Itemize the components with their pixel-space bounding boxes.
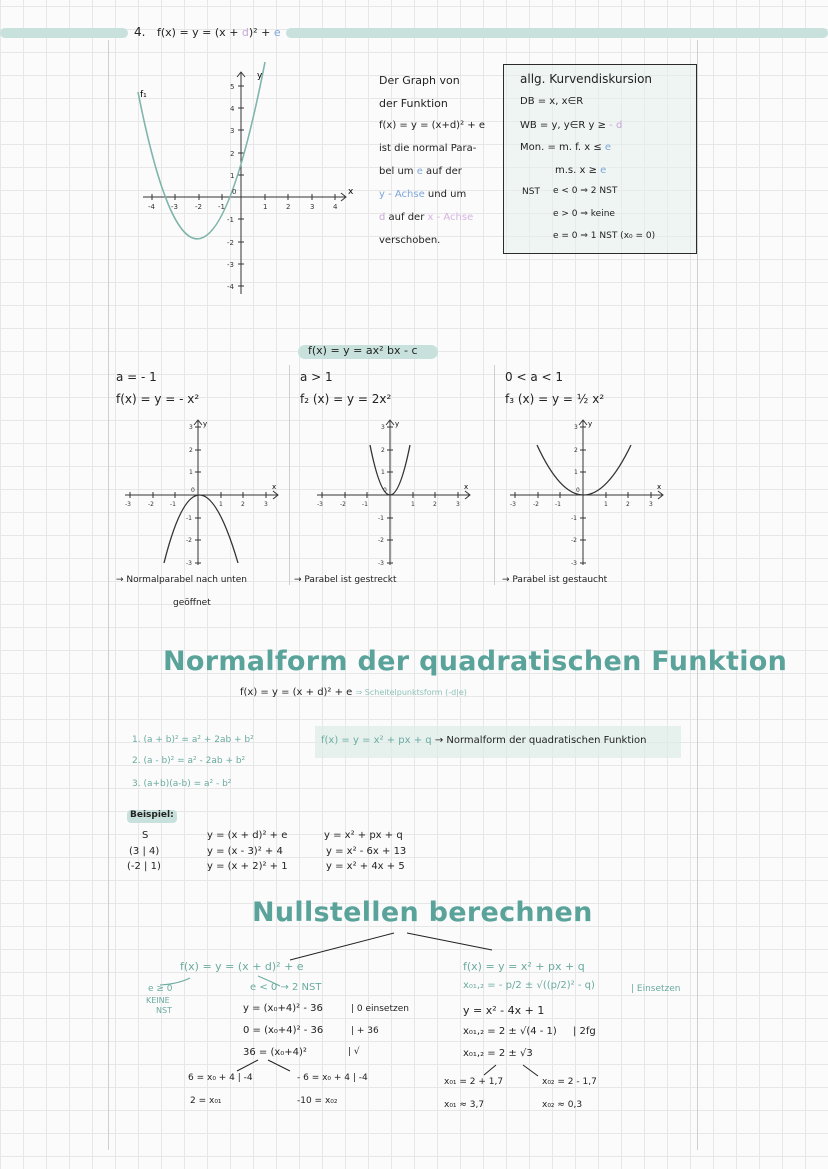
svg-text:0: 0 <box>383 487 387 494</box>
y-tick: -4 <box>227 283 234 291</box>
normalform-title: Normalform der quadratischen Funktion <box>163 646 788 677</box>
svg-text:y: y <box>588 420 593 428</box>
svg-text:-1: -1 <box>378 515 384 522</box>
svg-text:0: 0 <box>191 487 195 494</box>
left-step-5b: -10 = x₀₂ <box>297 1096 338 1106</box>
svg-text:3: 3 <box>456 501 460 508</box>
header-formula: f(x) = y = (x + d)² + e <box>157 26 281 39</box>
x-tick: 4 <box>333 203 338 211</box>
col3-note: → Parabel ist gestaucht <box>502 575 608 585</box>
example-cell: y = x² + px + q <box>324 830 403 841</box>
svg-text:-3: -3 <box>378 560 384 567</box>
svg-text:y: y <box>203 420 208 428</box>
svg-text:-2: -2 <box>571 537 577 544</box>
left-step-2-note: | + 36 <box>351 1026 379 1036</box>
svg-text:1: 1 <box>411 501 415 508</box>
col1-function: f(x) = y = - x² <box>116 392 200 406</box>
kd-nst-2: e > 0 ⇒ keine <box>553 209 615 219</box>
col2-function: f₂ (x) = y = 2x² <box>300 392 392 406</box>
svg-text:-1: -1 <box>555 501 561 508</box>
svg-text:x: x <box>464 483 469 491</box>
normalform-formula: f(x) = y = x² + px + q → Normalform der quadratischen Funktion <box>321 735 647 746</box>
kd-ms: m.s. x ≥ e <box>555 165 607 176</box>
svg-text:-1: -1 <box>170 501 176 508</box>
y-tick: 1 <box>230 172 235 180</box>
svg-text:-2: -2 <box>148 501 154 508</box>
col1-note-2: geöffnet <box>173 598 211 608</box>
left-step-5a: 2 = x₀₁ <box>190 1096 222 1106</box>
binom-3: 3. (a+b)(a-b) = a² - b² <box>132 779 232 789</box>
kd-title: allg. Kurvendiskursion <box>520 72 653 86</box>
desc-line-3: f(x) = y = (x+d)² + e <box>379 120 485 131</box>
svg-text:2: 2 <box>189 447 193 454</box>
y-axis-label: y <box>257 71 263 81</box>
left-step-2: 0 = (x₀+4)² - 36 <box>243 1025 324 1036</box>
col1-condition: a = - 1 <box>116 370 157 384</box>
left-head: f(x) = y = (x + d)² + e <box>180 960 304 973</box>
svg-text:-3: -3 <box>510 501 516 508</box>
normalform-subtitle: f(x) = y = (x + d)² + e ⇒ Scheitelpunktsform (-d|e) <box>240 687 467 698</box>
right-step-1: y = x² - 4x + 1 <box>463 1004 545 1017</box>
kd-wb: WB = y, y∈R y ≥ - d <box>520 120 623 131</box>
kd-mon: Mon. = m. f. x ≤ e <box>520 142 612 153</box>
left-step-4b: - 6 = x₀ + 4 | -4 <box>297 1073 368 1083</box>
example-cell: y = (x + d)² + e <box>207 830 288 841</box>
binom-2: 2. (a - b)² = a² - 2ab + b² <box>132 756 246 766</box>
kd-nst-1: e < 0 ⇒ 2 NST <box>553 186 618 196</box>
x-tick: 1 <box>263 203 268 211</box>
pq-formula: x₀₁,₂ = - p/2 ± √((p/2)² - q) <box>463 980 595 991</box>
col1-note: → Normalparabel nach unten <box>116 575 247 585</box>
svg-text:-1: -1 <box>186 515 192 522</box>
svg-text:y: y <box>395 420 400 428</box>
left-step-4a: 6 = x₀ + 4 | -4 <box>188 1073 253 1083</box>
desc-line-7: d auf der x - Achse <box>379 212 474 223</box>
desc-line-6: y - Achse und um <box>379 189 467 200</box>
example-cell: (3 | 4) <box>129 846 160 857</box>
svg-text:2: 2 <box>626 501 630 508</box>
x-tick: -3 <box>171 203 178 211</box>
svg-text:-3: -3 <box>186 560 192 567</box>
svg-text:1: 1 <box>381 469 385 476</box>
y-tick: -2 <box>227 239 234 247</box>
section-number: 4. <box>134 25 146 39</box>
svg-text:-1: -1 <box>571 515 577 522</box>
x-tick: 0 <box>232 188 237 196</box>
x-tick: -2 <box>195 203 202 211</box>
x-axis-label: x <box>348 187 353 197</box>
right-step-5b: x₀₂ ≈ 0,3 <box>542 1100 583 1110</box>
svg-text:1: 1 <box>219 501 223 508</box>
svg-text:2: 2 <box>381 447 385 454</box>
example-cell: S <box>142 830 149 841</box>
svg-text:-2: -2 <box>533 501 539 508</box>
example-cell: y = (x - 3)² + 4 <box>207 846 283 857</box>
e-lt-0: e < 0 → 2 NST <box>250 982 322 993</box>
x-tick: -4 <box>148 203 155 211</box>
right-step-3: x₀₁,₂ = 2 ± √3 <box>463 1048 533 1059</box>
example-cell: y = (x + 2)² + 1 <box>207 861 288 872</box>
svg-text:3: 3 <box>574 424 578 431</box>
col3-function: f₃ (x) = y = ½ x² <box>505 392 605 406</box>
svg-text:1: 1 <box>189 469 193 476</box>
y-tick: 5 <box>230 83 235 91</box>
right-step-5a: x₀₁ ≈ 3,7 <box>444 1100 485 1110</box>
svg-text:2: 2 <box>574 447 578 454</box>
example-cell: (-2 | 1) <box>127 861 161 872</box>
kd-nst-3: e = 0 ⇒ 1 NST (x₀ = 0) <box>553 231 656 241</box>
left-step-3: 36 = (x₀+4)² <box>243 1047 307 1058</box>
desc-line-5: bel um e auf der <box>379 166 462 177</box>
svg-text:-3: -3 <box>125 501 131 508</box>
beispiel-label: Beispiel: <box>130 810 174 820</box>
svg-text:1: 1 <box>574 469 578 476</box>
curve-label: f₁ <box>140 90 147 100</box>
nullstellen-title: Nullstellen berechnen <box>252 897 593 928</box>
right-head: f(x) = y = x² + px + q <box>463 960 585 973</box>
svg-text:1: 1 <box>604 501 608 508</box>
left-step-3-note: | √ <box>348 1047 360 1057</box>
col2-note: → Parabel ist gestreckt <box>294 575 397 585</box>
keine: KEINE <box>146 996 170 1005</box>
svg-text:-1: -1 <box>362 501 368 508</box>
col2-condition: a > 1 <box>300 370 333 384</box>
svg-text:x: x <box>272 483 277 491</box>
y-tick: 4 <box>230 105 235 113</box>
desc-line-8: verschoben. <box>379 235 441 246</box>
desc-line-1: Der Graph von <box>379 74 460 87</box>
right-step-2: x₀₁,₂ = 2 ± √(4 - 1) <box>463 1026 557 1037</box>
right-step-4b: x₀₂ = 2 - 1,7 <box>542 1077 597 1087</box>
y-tick: -3 <box>227 261 234 269</box>
example-cell: y = x² - 6x + 13 <box>326 846 407 857</box>
example-cell: y = x² + 4x + 5 <box>326 861 405 872</box>
y-tick: 3 <box>230 127 235 135</box>
svg-text:3: 3 <box>264 501 268 508</box>
desc-line-2: der Funktion <box>379 97 448 110</box>
right-step-4a: x₀₁ = 2 + 1,7 <box>444 1077 504 1087</box>
col3-condition: 0 < a < 1 <box>505 370 563 384</box>
y-tick: -1 <box>227 216 234 224</box>
svg-text:2: 2 <box>241 501 245 508</box>
x-tick: 2 <box>286 203 291 211</box>
svg-text:-2: -2 <box>378 537 384 544</box>
nst-label: NST <box>156 1006 172 1015</box>
svg-text:-2: -2 <box>186 537 192 544</box>
svg-text:-3: -3 <box>317 501 323 508</box>
left-step-1-note: | 0 einsetzen <box>351 1004 409 1014</box>
svg-text:-2: -2 <box>340 501 346 508</box>
x-tick: 3 <box>310 203 315 211</box>
svg-text:0: 0 <box>576 487 580 494</box>
desc-line-4: ist die normal Para- <box>379 143 477 154</box>
kd-nst-label: NST <box>522 187 540 197</box>
kd-db: DB = x, x∈R <box>520 96 584 107</box>
e-ge-0: e ≥ 0 <box>148 984 173 994</box>
svg-text:x: x <box>657 483 662 491</box>
right-step-2-note: | 2fg <box>573 1026 596 1037</box>
svg-text:2: 2 <box>433 501 437 508</box>
svg-text:3: 3 <box>381 424 385 431</box>
svg-text:3: 3 <box>649 501 653 508</box>
svg-text:3: 3 <box>189 424 193 431</box>
svg-text:-3: -3 <box>571 560 577 567</box>
section-a-title: f(x) = y = ax² bx - c <box>308 344 418 357</box>
binom-1: 1. (a + b)² = a² + 2ab + b² <box>132 735 254 745</box>
pq-note: | Einsetzen <box>631 984 681 994</box>
left-step-1: y = (x₀+4)² - 36 <box>243 1003 323 1014</box>
y-tick: 2 <box>230 150 235 158</box>
x-tick: -1 <box>218 203 225 211</box>
